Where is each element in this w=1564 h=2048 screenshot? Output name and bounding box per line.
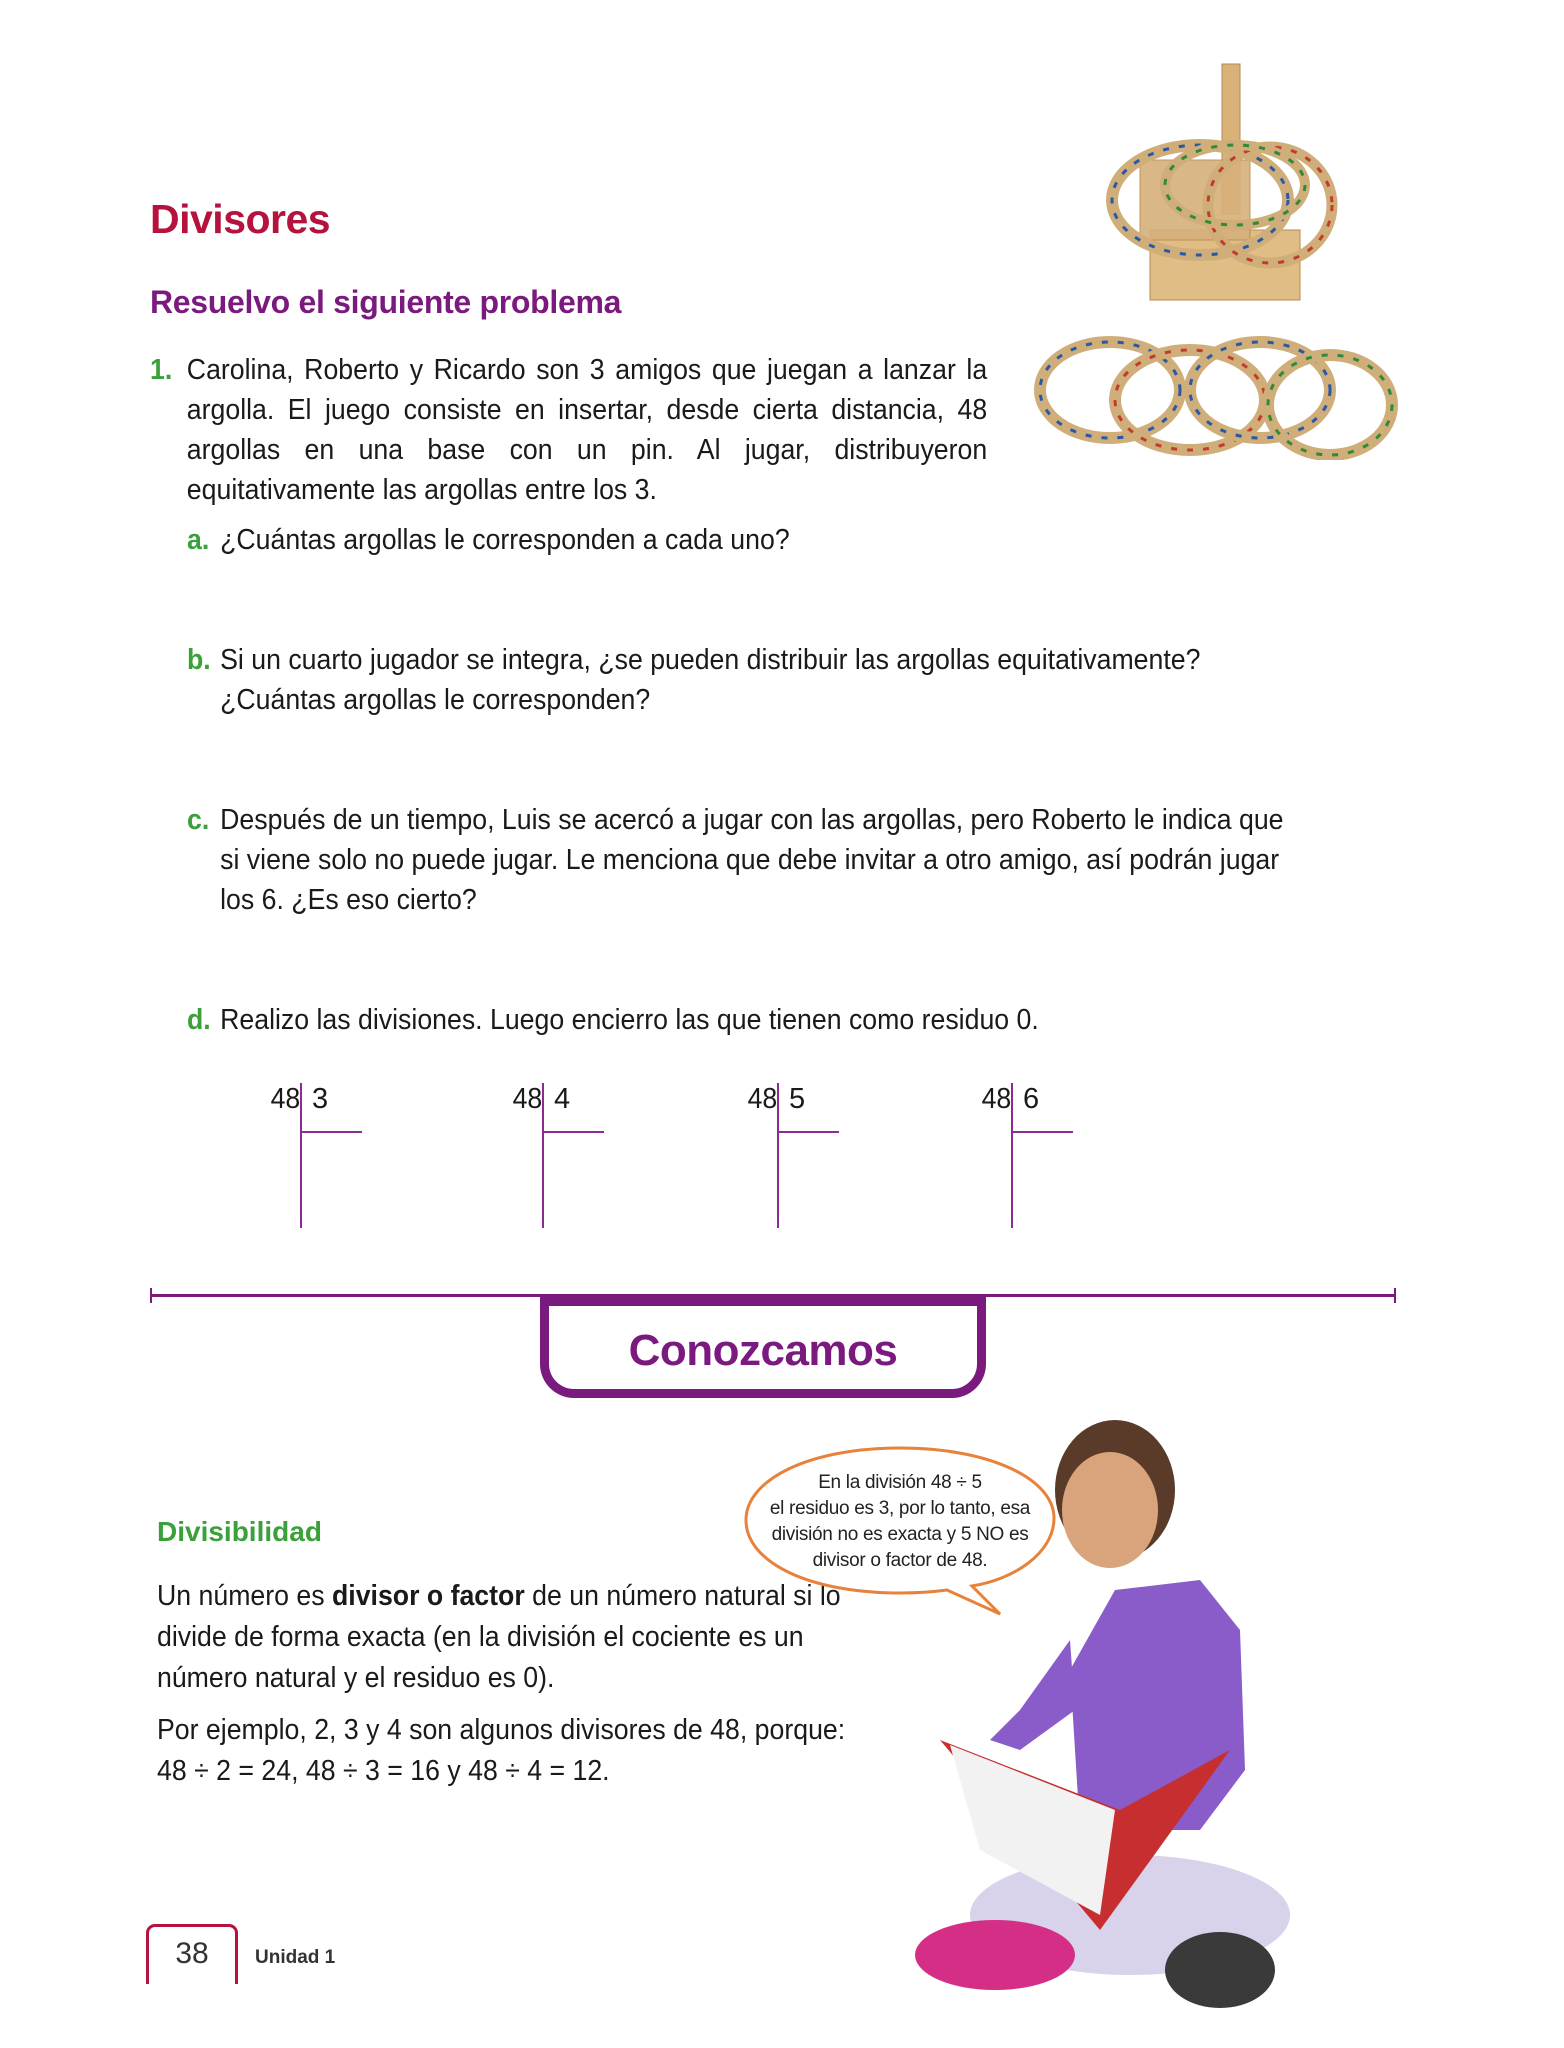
section-tab <box>540 1296 986 1398</box>
girl-reading-image <box>900 1410 1300 2015</box>
division-bracket-horizontal <box>1011 1131 1073 1133</box>
division-bracket-vertical <box>542 1083 544 1228</box>
question-text: ¿Cuántas argollas le corresponden a cada uno? <box>220 524 790 556</box>
question-label: b. <box>187 644 211 676</box>
bubble-line: el residuo es 3, por lo tanto, esa <box>769 1498 1031 1519</box>
example-line: Por ejemplo, 2, 3 y 4 son algunos divisores de 48, porque: <box>157 1714 846 1746</box>
problem-number: 1. <box>150 354 173 386</box>
section-tab-label: Conozcamos <box>628 1326 898 1375</box>
example-line: 48 ÷ 2 = 24, 48 ÷ 3 = 16 y 48 ÷ 4 = 12. <box>157 1755 610 1787</box>
division-bracket-horizontal <box>300 1131 362 1133</box>
division-48-by-6[interactable] <box>961 1083 1081 1233</box>
question-a <box>187 520 1300 560</box>
division-bracket-horizontal <box>542 1131 604 1133</box>
question-b <box>187 640 1300 720</box>
division-bracket-vertical <box>777 1083 779 1228</box>
problem-1 <box>150 350 987 510</box>
definition-term: divisor o factor <box>331 1580 525 1612</box>
question-d <box>187 1000 1300 1040</box>
problem-text: Carolina, Roberto y Ricardo son 3 amigos que juegan a lanzar la argolla. El juego consiste en insertar, desde cierta distancia, 48 argollas en una base con un pin. Al jugar, distribuyeron equitativamente las argollas entre los 3. <box>186 354 988 506</box>
bubble-line: divisor o factor de 48. <box>812 1550 988 1571</box>
divisor: 4 <box>554 1083 571 1115</box>
divisibility-heading: Divisibilidad <box>157 1516 322 1547</box>
division-48-by-3[interactable] <box>250 1083 370 1233</box>
bubble-line: división no es exacta y 5 NO es <box>771 1524 1029 1545</box>
section-subtitle: Resuelvo el siguiente problema <box>150 284 622 320</box>
divisor: 5 <box>789 1083 806 1115</box>
question-label: a. <box>187 524 210 556</box>
dividend: 48 <box>747 1083 777 1115</box>
question-text: Después de un tiempo, Luis se acercó a jugar con las argollas, pero Roberto le indica que si viene solo no puede jugar. Le menciona que debe invitar a otro amigo, así podrán jugar los 6. ¿Es eso cierto? <box>220 804 1284 916</box>
page-title: Divisores <box>150 196 331 242</box>
page-number: 38 <box>175 1937 209 1970</box>
ring-toss-illustration-icon <box>1030 60 1400 460</box>
dividend: 48 <box>981 1083 1011 1115</box>
definition-text: de un número natural si lo divide de forma exacta (en la división el cociente es un número natural y el residuo es 0). <box>157 1580 841 1694</box>
dividend: 48 <box>270 1083 300 1115</box>
question-label: d. <box>187 1004 211 1036</box>
question-text: Realizo las divisiones. Luego encierro las que tienen como residuo 0. <box>220 1004 1039 1036</box>
bubble-line: En la división 48 ÷ 5 <box>818 1472 982 1493</box>
question-text: Si un cuarto jugador se integra, ¿se pueden distribuir las argollas equitativamente? ¿Cuántas argollas le corresponden? <box>220 644 1201 716</box>
ring-toss-image <box>1030 60 1400 460</box>
question-label: c. <box>187 804 210 836</box>
division-bracket-vertical <box>300 1083 302 1228</box>
division-48-by-4[interactable] <box>492 1083 612 1233</box>
dividend: 48 <box>512 1083 542 1115</box>
example-paragraph <box>157 1710 911 1792</box>
question-c <box>187 800 1300 920</box>
definition-text: Un número es <box>157 1580 332 1612</box>
division-bracket-horizontal <box>777 1131 839 1133</box>
divisor: 3 <box>312 1083 329 1115</box>
divisor: 6 <box>1023 1083 1040 1115</box>
division-48-by-5[interactable] <box>727 1083 847 1233</box>
division-bracket-vertical <box>1011 1083 1013 1228</box>
unit-label: Unidad 1 <box>255 1947 336 1968</box>
girl-reading-illustration-icon <box>900 1410 1300 2015</box>
page-number-box <box>146 1924 238 1984</box>
